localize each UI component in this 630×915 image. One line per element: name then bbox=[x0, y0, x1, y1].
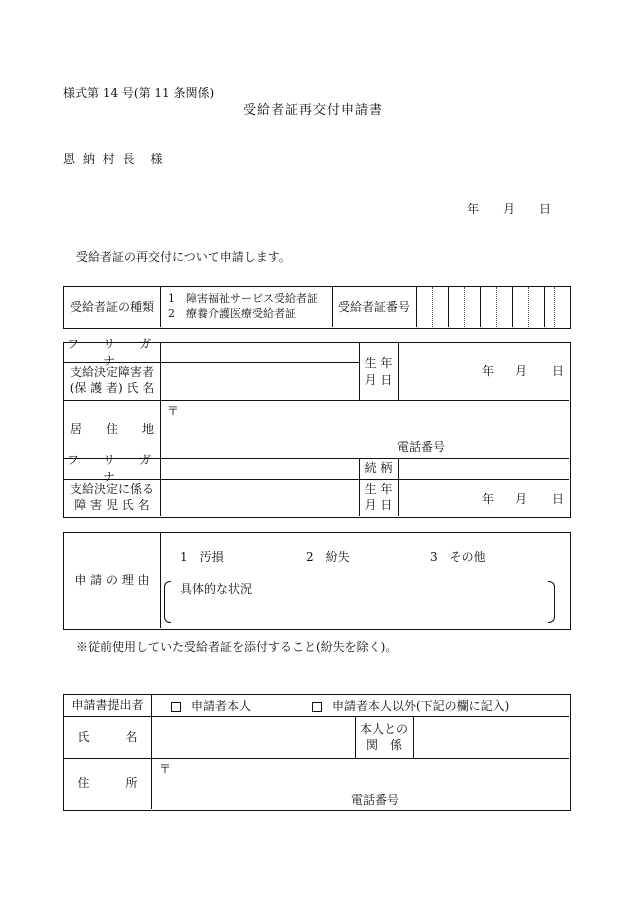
furigana-field[interactable] bbox=[160, 343, 359, 362]
child-name-field[interactable] bbox=[160, 479, 359, 516]
child-dob-month: 月 bbox=[515, 492, 528, 506]
addressee: 恩 納 村 長 様 bbox=[63, 152, 165, 166]
submitter-phone-label: 電話番号 bbox=[351, 793, 400, 807]
submitter-name-field[interactable] bbox=[151, 716, 355, 758]
checkbox-icon bbox=[171, 702, 181, 712]
certificate-option-1[interactable]: 1 障害福祉サービス受給者証 bbox=[168, 292, 318, 305]
submitter-relation-label-line1: 本人との bbox=[359, 721, 408, 736]
child-name-label bbox=[64, 479, 160, 516]
submitter-postal-mark: 〒 bbox=[159, 762, 172, 776]
submitter-label: 申請書提出者 bbox=[71, 698, 144, 713]
submitter-name-label: 氏 名 bbox=[77, 729, 138, 744]
attachment-note: ※従前使用していた受給者証を添付すること(紛失を除く)。 bbox=[76, 640, 398, 654]
guardian-dob-day: 日 bbox=[552, 364, 565, 378]
residence-label: 居 住 地 bbox=[69, 421, 154, 436]
relation-label: 続 柄 bbox=[364, 461, 393, 476]
reason-label: 申 請 の 理 由 bbox=[74, 573, 150, 588]
relation-field[interactable] bbox=[398, 458, 569, 479]
reason-table bbox=[63, 532, 571, 630]
submitter-relation-label-line2: 関 係 bbox=[365, 738, 402, 752]
bracket-left bbox=[164, 581, 171, 623]
guardian-name-label-line2: (保 護 者) 氏 名 bbox=[69, 381, 155, 395]
form-title: 受給者証再交付申請書 bbox=[243, 103, 384, 118]
dob-label-line1: 生 年 bbox=[364, 355, 393, 370]
date-month-label: 月 bbox=[503, 202, 516, 216]
child-furigana-label: フ リ ガ ナ bbox=[66, 453, 176, 484]
submitter-other-option[interactable] bbox=[312, 700, 509, 712]
child-dob-year: 年 bbox=[482, 492, 495, 506]
reason-option-soiled[interactable]: 1 汚損 bbox=[180, 550, 224, 564]
dob-label bbox=[359, 343, 398, 400]
residence-postal-mark: 〒 bbox=[167, 404, 180, 418]
child-name-label-line2: 障 害 児 氏 名 bbox=[74, 497, 150, 512]
certificate-type-label: 受給者証の種類 bbox=[69, 299, 154, 314]
dob-label-line2: 月 日 bbox=[364, 372, 393, 387]
certificate-option-2[interactable]: 2 療養介護医療受給者証 bbox=[168, 307, 296, 320]
child-dob-label bbox=[359, 479, 398, 516]
applicant-table bbox=[63, 337, 571, 518]
guardian-name-label bbox=[64, 362, 160, 400]
reason-detail-label: 具体的な状況 bbox=[180, 582, 253, 596]
child-dob-label-line2: 月 日 bbox=[364, 497, 393, 512]
submitter-relation-field[interactable] bbox=[413, 716, 569, 758]
child-furigana-field[interactable] bbox=[160, 458, 359, 479]
date-year-label: 年 bbox=[467, 202, 480, 216]
submitter-other-label: 申請者本人以外(下記の欄に記入) bbox=[332, 699, 510, 713]
child-name-label-line1: 支給決定に係る bbox=[69, 481, 154, 496]
form-number: 様式第 14 号(第 11 条関係) bbox=[63, 86, 215, 100]
submitter-self-label: 申請者本人 bbox=[191, 699, 252, 713]
reason-option-lost[interactable]: 2 紛失 bbox=[306, 550, 350, 564]
checkbox-icon bbox=[312, 702, 322, 712]
reason-option-other[interactable]: 3 その他 bbox=[430, 550, 486, 564]
submitter-table bbox=[63, 694, 571, 811]
guardian-dob-month: 月 bbox=[515, 364, 528, 378]
child-dob-day: 日 bbox=[552, 492, 565, 506]
bracket-right bbox=[548, 581, 555, 623]
furigana-label: フ リ ガ ナ bbox=[66, 337, 176, 368]
certificate-table bbox=[63, 286, 571, 329]
guardian-name-field[interactable] bbox=[160, 362, 359, 400]
intro-text: 受給者証の再交付について申請します。 bbox=[76, 250, 291, 264]
date-day-label: 日 bbox=[539, 202, 552, 216]
guardian-dob-year: 年 bbox=[482, 364, 495, 378]
certificate-number-label: 受給者証番号 bbox=[337, 299, 410, 314]
child-dob-label-line1: 生 年 bbox=[364, 481, 393, 496]
submitter-address-label: 住 所 bbox=[77, 776, 138, 791]
submitter-relation-label bbox=[355, 716, 413, 758]
guardian-name-label-line1: 支給決定障害者 bbox=[69, 365, 154, 380]
residence-phone-label: 電話番号 bbox=[397, 440, 446, 454]
submitter-self-option[interactable] bbox=[171, 700, 251, 712]
